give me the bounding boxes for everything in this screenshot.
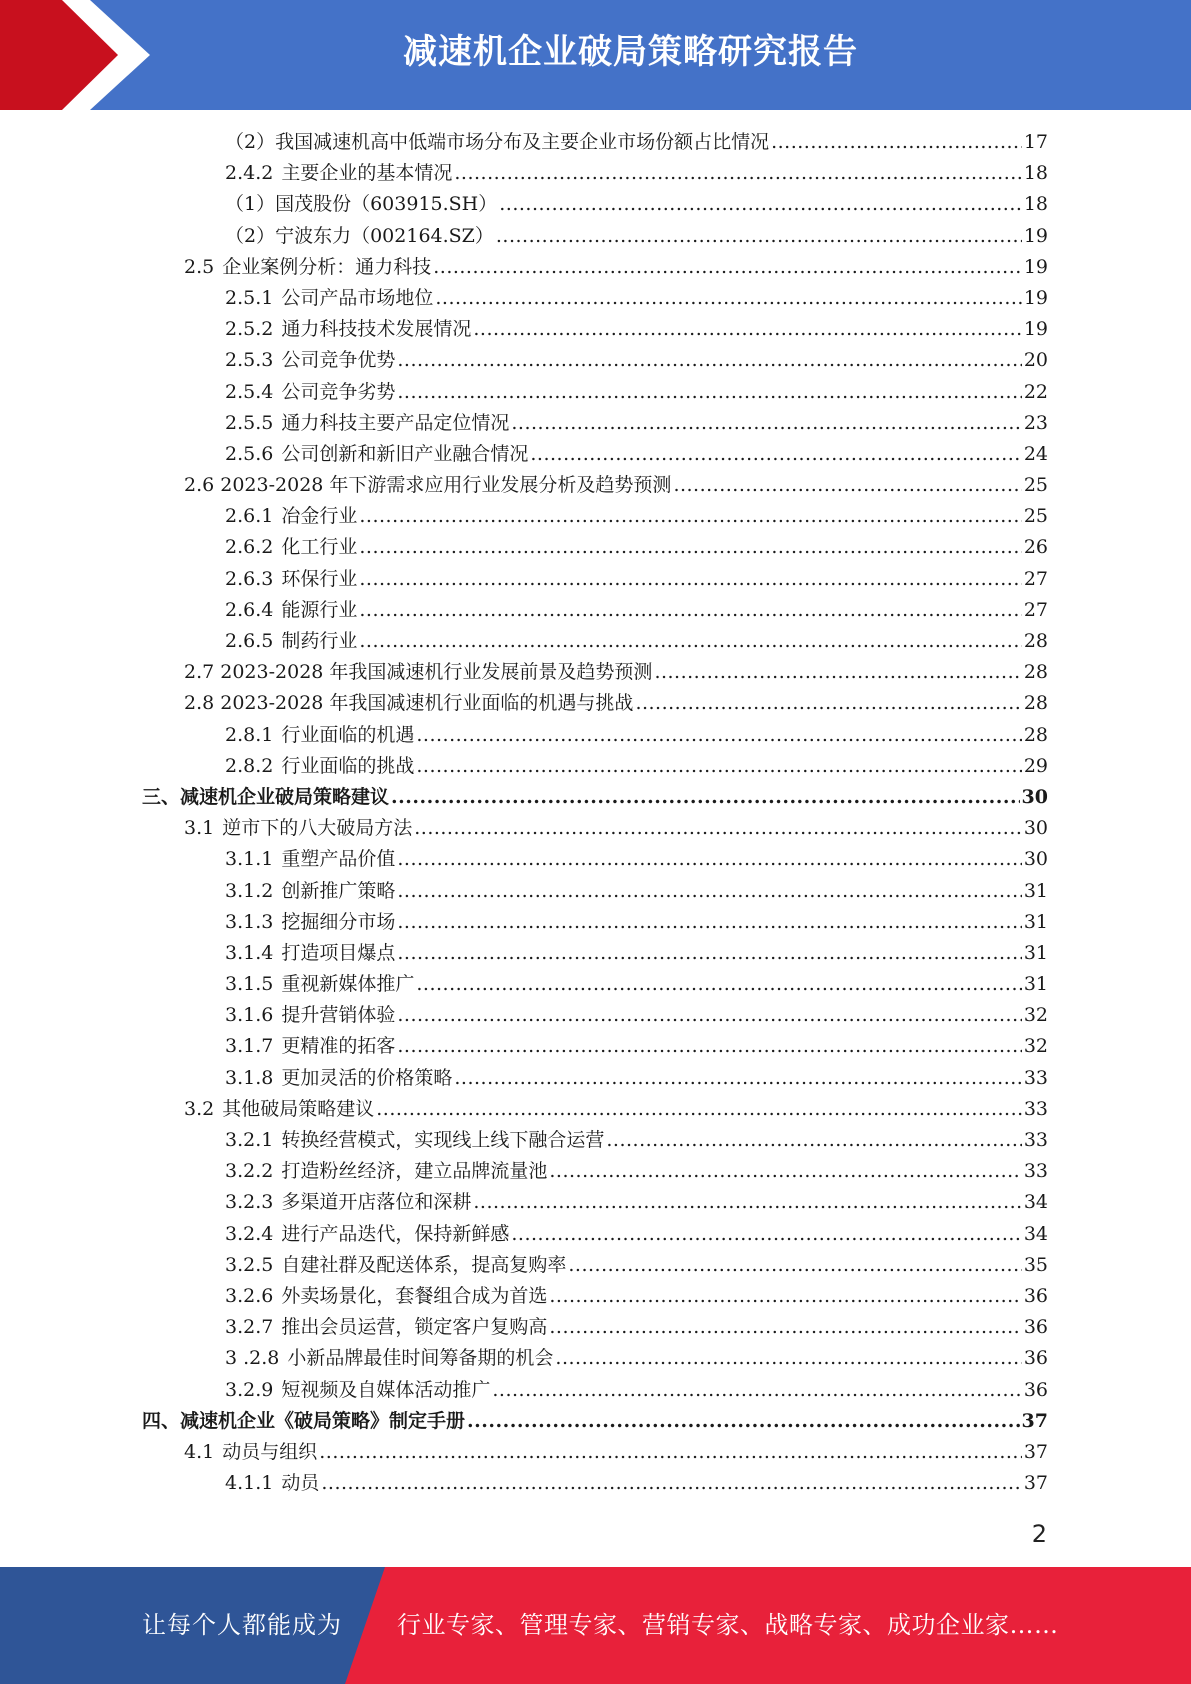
toc-dot-leader	[568, 1254, 1021, 1276]
toc-dot-leader	[454, 162, 1021, 184]
toc-dot-leader	[416, 973, 1021, 995]
toc-entry-title: 化工行业	[281, 536, 358, 559]
toc-entry-number: 2.5.5	[225, 411, 274, 434]
toc-dot-leader	[359, 536, 1021, 558]
toc-entry-number: 3.1.6	[225, 1004, 274, 1027]
toc-entry-number: 2.5.2	[225, 318, 274, 341]
toc-entry-title: 公司创新和新旧产业融合情况	[281, 442, 529, 465]
toc-entry-page: 33	[1023, 1066, 1048, 1089]
toc-dot-leader	[549, 1160, 1021, 1182]
toc-entry-number: 2.6.3	[225, 567, 274, 590]
toc-entry-title: 重塑产品价值	[281, 848, 396, 871]
toc-entry-page: 17	[1023, 131, 1048, 153]
toc-entry-number: 3.2.7	[225, 1316, 274, 1339]
toc-entry-title: 公司竞争优势	[281, 349, 396, 372]
toc-entry[interactable]	[0, 470, 1191, 501]
toc-entry[interactable]	[0, 1125, 1191, 1156]
toc-entry-page: 27	[1023, 567, 1048, 590]
toc-dot-leader	[391, 786, 1020, 808]
toc-entry-page: 37	[1023, 1472, 1048, 1495]
toc-entry[interactable]	[0, 938, 1191, 969]
toc-entry-page: 35	[1023, 1253, 1048, 1276]
toc-entry-title: 打造粉丝经济，建立品牌流量池	[281, 1160, 548, 1183]
toc-entry-number: 2.6.2	[225, 536, 274, 559]
toc-entry-page: 36	[1023, 1378, 1048, 1401]
toc-entry-page: 36	[1023, 1347, 1048, 1370]
toc-entry-title: 公司产品市场地位	[281, 286, 434, 309]
toc-entry-title: 通力科技技术发展情况	[281, 318, 472, 341]
toc-dot-leader	[397, 880, 1021, 902]
toc-entry-title: 自建社群及配送体系，提高复购率	[281, 1253, 567, 1276]
toc-entry-number: 3.2.4	[225, 1222, 274, 1245]
toc-entry-title: （2）宁波东力（002164.SZ）	[225, 224, 494, 247]
toc-entry-number: 3.1.4	[225, 941, 274, 964]
toc-entry-page: 26	[1023, 536, 1048, 559]
toc-entry-page: 36	[1023, 1316, 1048, 1339]
toc-entry[interactable]	[0, 782, 1191, 813]
toc-entry-page: 30	[1021, 785, 1048, 808]
toc-entry-page: 34	[1023, 1191, 1048, 1214]
toc-dot-leader	[673, 474, 1021, 496]
toc-entry-page: 19	[1023, 318, 1048, 341]
toc-entry-page: 19	[1023, 255, 1048, 278]
toc-entry-number: 2.6.5	[225, 630, 274, 652]
toc-entry-page: 33	[1023, 1097, 1048, 1120]
toc-entry-title: 公司竞争劣势	[281, 380, 396, 403]
toc-entry-title: 挖掘细分市场	[281, 910, 396, 933]
toc-entry-page: 20	[1023, 349, 1048, 372]
toc-entry-page: 28	[1023, 630, 1048, 652]
toc-entry[interactable]	[0, 1063, 1191, 1094]
toc-dot-leader	[771, 131, 1022, 153]
toc-entry[interactable]	[0, 969, 1191, 1000]
toc-entry-number: 2.8.2	[225, 754, 274, 777]
toc-dot-leader	[511, 1223, 1021, 1245]
toc-entry-number: 2.5	[184, 255, 215, 278]
page-header	[0, 0, 1191, 110]
toc-entry[interactable]	[0, 345, 1191, 376]
toc-entry-page: 34	[1023, 1222, 1048, 1245]
toc-entry-title: 外卖场景化，套餐组合成为首选	[281, 1284, 548, 1307]
toc-entry[interactable]	[0, 720, 1191, 751]
toc-entry-title: 主要企业的基本情况	[281, 162, 453, 185]
toc-entry-title: 三、减速机企业破局策略建议	[142, 785, 390, 808]
toc-entry-number: 3.2.6	[225, 1284, 274, 1307]
toc-dot-leader	[492, 1379, 1021, 1401]
toc-entry[interactable]	[0, 1468, 1191, 1499]
toc-entry-number: 2.6.1	[225, 505, 274, 528]
toc-dot-leader	[359, 568, 1021, 590]
toc-entry-number: 2.5.3	[225, 349, 274, 372]
toc-dot-leader	[359, 630, 1021, 652]
toc-entry-number: 3.1.5	[225, 973, 274, 996]
toc-entry-title: （2）我国减速机高中低端市场分布及主要企业市场份额占比情况	[225, 131, 770, 153]
toc-dot-leader	[473, 1191, 1021, 1213]
toc-entry[interactable]	[0, 283, 1191, 314]
toc-entry-page: 18	[1023, 193, 1048, 216]
toc-dot-leader	[397, 381, 1021, 403]
toc-entry-number: 3.1.7	[225, 1035, 274, 1058]
toc-dot-leader	[549, 1316, 1021, 1338]
toc-entry-page: 19	[1023, 286, 1048, 309]
toc-dot-leader	[397, 1035, 1021, 1057]
toc-entry-page: 32	[1023, 1004, 1048, 1027]
toc-dot-leader	[496, 225, 1022, 247]
toc-dot-leader	[530, 443, 1021, 465]
toc-entry-number: 2.8.1	[225, 723, 274, 746]
toc-dot-leader	[473, 318, 1021, 340]
toc-entry[interactable]	[0, 532, 1191, 563]
toc-dot-leader	[397, 1004, 1021, 1026]
toc-entry-title: 打造项目爆点	[281, 941, 396, 964]
toc-entry-page: 28	[1023, 692, 1048, 715]
toc-entry[interactable]	[0, 408, 1191, 439]
toc-entry-page: 22	[1023, 380, 1048, 403]
toc-entry-page: 33	[1023, 1160, 1048, 1183]
toc-dot-leader	[454, 1067, 1021, 1089]
toc-entry-title: 逆市下的八大破局方法	[222, 817, 413, 840]
toc-entry-page: 31	[1023, 973, 1048, 996]
toc-entry-number: 2.4.2	[225, 162, 274, 185]
toc-entry-number: 3.2.3	[225, 1191, 274, 1214]
toc-entry-page: 33	[1023, 1129, 1048, 1151]
page-number: 2	[1031, 1520, 1047, 1548]
toc-entry[interactable]	[0, 439, 1191, 470]
toc-entry[interactable]	[0, 501, 1191, 532]
toc-entry-page: 31	[1023, 879, 1048, 902]
toc-entry[interactable]	[0, 1375, 1191, 1406]
footer-slogan-right: 行业专家、管理专家、营销专家、战略专家、成功企业家……	[397, 1611, 1059, 1639]
toc-entry[interactable]	[0, 1000, 1191, 1031]
toc-entry-page: 24	[1023, 442, 1048, 465]
toc-entry[interactable]	[0, 876, 1191, 907]
toc-entry[interactable]	[0, 127, 1191, 158]
report-title: 减速机企业破局策略研究报告	[403, 32, 858, 72]
toc-entry-page: 31	[1023, 941, 1048, 964]
toc-entry[interactable]	[0, 1156, 1191, 1187]
toc-entry[interactable]	[0, 595, 1191, 626]
toc-entry[interactable]	[0, 907, 1191, 938]
toc-dot-leader	[635, 692, 1021, 714]
toc-entry[interactable]	[0, 1187, 1191, 1218]
toc-dot-leader	[549, 1285, 1021, 1307]
toc-entry-number: 3.2.9	[225, 1378, 274, 1401]
toc-entry-page: 30	[1023, 848, 1048, 871]
toc-dot-leader	[359, 599, 1021, 621]
toc-dot-leader	[416, 755, 1021, 777]
toc-entry-title: 动员	[281, 1472, 320, 1495]
toc-entry[interactable]	[0, 564, 1191, 595]
toc-entry-title: 四、减速机企业《破局策略》制定手册	[142, 1409, 466, 1432]
toc-dot-leader	[433, 256, 1022, 278]
toc-entry-page: 19	[1023, 224, 1048, 247]
toc-entry[interactable]	[0, 1343, 1191, 1374]
toc-dot-leader	[435, 287, 1021, 309]
toc-dot-leader	[321, 1472, 1021, 1494]
toc-entry-title: 通力科技主要产品定位情况	[281, 411, 510, 434]
toc-dot-leader	[606, 1129, 1021, 1151]
toc-entry[interactable]	[0, 813, 1191, 844]
toc-entry-title: 进行产品迭代，保持新鲜感	[281, 1222, 510, 1245]
toc-dot-leader	[319, 1441, 1022, 1463]
toc-entry-page: 27	[1023, 598, 1048, 621]
toc-entry-number: 3 .2.8	[225, 1347, 280, 1370]
toc-entry-title: 能源行业	[281, 598, 358, 621]
toc-entry-number: 3.1.1	[225, 848, 274, 871]
toc-entry[interactable]	[0, 688, 1191, 719]
toc-dot-leader	[416, 724, 1021, 746]
toc-entry-title: 更加灵活的价格策略	[281, 1066, 453, 1089]
toc-entry-title: 转换经营模式，实现线上线下融合运营	[281, 1129, 605, 1151]
toc-entry-number: 3.1.2	[225, 879, 274, 902]
toc-entry-title: 2.8 2023-2028 年我国减速机行业面临的机遇与挑战	[184, 692, 634, 715]
toc-entry[interactable]	[0, 844, 1191, 875]
toc-entry-page: 30	[1023, 817, 1048, 840]
toc-entry[interactable]	[0, 221, 1191, 252]
toc-entry-title: 制药行业	[281, 630, 358, 652]
toc-entry-page: 31	[1023, 910, 1048, 933]
toc-entry-number: 3.1.8	[225, 1066, 274, 1089]
toc-entry[interactable]	[0, 189, 1191, 220]
toc-dot-leader	[397, 349, 1021, 371]
toc-dot-leader	[376, 1098, 1022, 1120]
toc-entry-number: 4.1.1	[225, 1472, 274, 1495]
toc-entry-title: 动员与组织	[222, 1440, 318, 1463]
toc-dot-leader	[511, 412, 1021, 434]
toc-entry[interactable]	[0, 1406, 1191, 1437]
toc-entry-title: 2.6 2023-2028 年下游需求应用行业发展分析及趋势预测	[184, 474, 672, 497]
toc-dot-leader	[467, 1410, 1020, 1432]
toc-entry-title: 重视新媒体推广	[281, 973, 415, 996]
page-footer	[0, 1567, 1191, 1684]
footer-slogan-left: 让每个人都能成为	[142, 1611, 342, 1639]
toc-entry[interactable]	[0, 1437, 1191, 1468]
toc-entry-number: 3.2	[184, 1097, 215, 1120]
toc-entry-page: 23	[1023, 411, 1048, 434]
toc-entry-title: 行业面临的挑战	[281, 754, 415, 777]
toc-entry[interactable]	[0, 1219, 1191, 1250]
toc-entry-title: （1）国茂股份（603915.SH）	[225, 193, 498, 216]
toc-entry[interactable]	[0, 751, 1191, 782]
toc-entry-number: 3.1	[184, 817, 215, 840]
toc-entry-title: 环保行业	[281, 567, 358, 590]
toc-entry-title: 小新品牌最佳时间筹备期的机会	[287, 1347, 554, 1370]
toc-dot-leader	[499, 193, 1022, 215]
toc-entry-page: 18	[1023, 162, 1048, 185]
toc-entry-number: 3.2.5	[225, 1253, 274, 1276]
toc-dot-leader	[397, 942, 1021, 964]
toc-entry[interactable]	[0, 1094, 1191, 1125]
toc-dot-leader	[397, 911, 1021, 933]
toc-entry-page: 29	[1023, 754, 1048, 777]
toc-entry-page: 32	[1023, 1035, 1048, 1058]
toc-entry-page: 28	[1023, 661, 1048, 684]
toc-entry-page: 37	[1021, 1409, 1048, 1432]
toc-entry-number: 2.5.4	[225, 380, 274, 403]
toc-entry-page: 37	[1023, 1440, 1048, 1463]
toc-entry[interactable]	[0, 1031, 1191, 1062]
toc-entry[interactable]	[0, 657, 1191, 688]
toc-entry-title: 短视频及自媒体活动推广	[281, 1378, 491, 1401]
toc-entry-title: 冶金行业	[281, 505, 358, 528]
toc-dot-leader	[359, 505, 1021, 527]
table-of-contents	[0, 127, 1191, 1499]
toc-entry-number: 2.6.4	[225, 598, 274, 621]
toc-entry[interactable]	[0, 626, 1191, 657]
toc-entry-page: 25	[1023, 474, 1048, 497]
toc-entry-title: 2.7 2023-2028 年我国减速机行业发展前景及趋势预测	[184, 661, 653, 684]
toc-entry[interactable]	[0, 377, 1191, 408]
toc-entry-title: 企业案例分析：通力科技	[222, 255, 432, 278]
toc-entry-title: 推出会员运营，锁定客户复购高	[281, 1316, 548, 1339]
toc-entry[interactable]	[0, 1281, 1191, 1312]
toc-entry[interactable]	[0, 1250, 1191, 1281]
toc-entry-number: 4.1	[184, 1440, 215, 1463]
toc-entry[interactable]	[0, 158, 1191, 189]
toc-entry-title: 行业面临的机遇	[281, 723, 415, 746]
toc-dot-leader	[654, 661, 1021, 683]
toc-dot-leader	[397, 848, 1021, 870]
toc-entry-number: 3.2.2	[225, 1160, 274, 1183]
toc-entry-page: 36	[1023, 1284, 1048, 1307]
toc-dot-leader	[414, 817, 1022, 839]
toc-entry-number: 2.5.6	[225, 442, 274, 465]
toc-entry-number: 2.5.1	[225, 286, 274, 309]
toc-entry-number: 3.2.1	[225, 1129, 274, 1151]
toc-dot-leader	[555, 1347, 1021, 1369]
toc-entry-page: 25	[1023, 505, 1048, 528]
toc-entry-title: 提升营销体验	[281, 1004, 396, 1027]
toc-entry[interactable]	[0, 1312, 1191, 1343]
toc-entry-title: 其他破局策略建议	[222, 1097, 375, 1120]
toc-entry-page: 28	[1023, 723, 1048, 746]
toc-entry-title: 更精准的拓客	[281, 1035, 396, 1058]
toc-entry-number: 3.1.3	[225, 910, 274, 933]
toc-entry[interactable]	[0, 314, 1191, 345]
toc-entry-title: 创新推广策略	[281, 879, 396, 902]
toc-entry[interactable]	[0, 252, 1191, 283]
toc-entry-title: 多渠道开店落位和深耕	[281, 1191, 472, 1214]
